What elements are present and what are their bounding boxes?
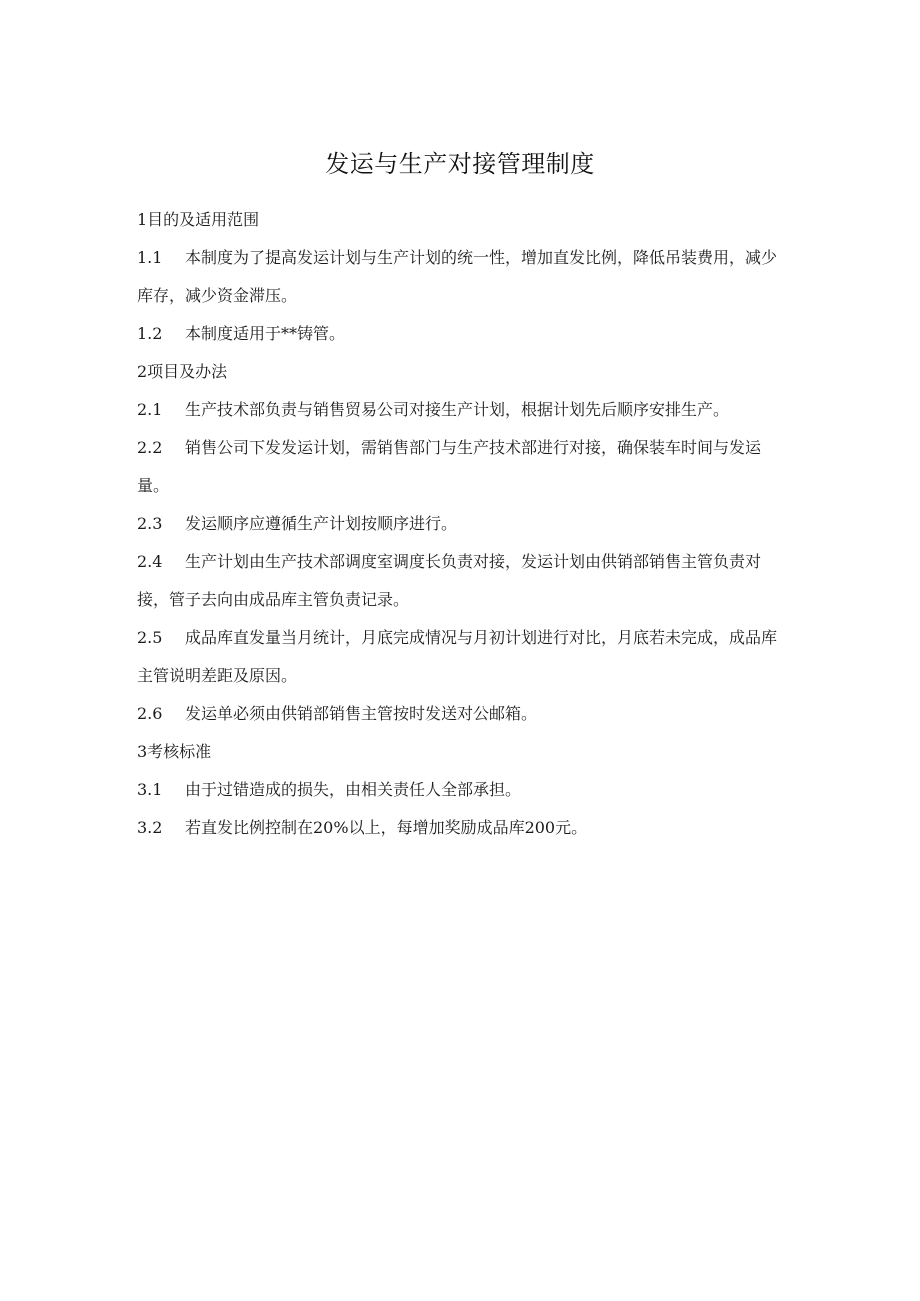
clause-1-2 bbox=[137, 315, 777, 353]
clause-text: 生产计划由生产技术部调度室调度长负责对接，发运计划由供销部销售主管负责对接，管子去向由成品库主管负责记录。 bbox=[137, 552, 762, 609]
clause-text: 发运单必须由供销部销售主管按时发送对公邮箱。 bbox=[185, 704, 538, 723]
clause-text: 生产技术部负责与销售贸易公司对接生产计划，根据计划先后顺序安排生产。 bbox=[185, 400, 730, 419]
clause-2-4 bbox=[137, 543, 777, 619]
clause-number: 2.6 bbox=[137, 704, 163, 723]
clause-number: 2.1 bbox=[137, 400, 163, 419]
clause-text: 本制度为了提高发运计划与生产计划的统一性，增加直发比例，降低吊装费用，减少库存，减少资金滞压。 bbox=[137, 248, 778, 305]
clause-1-1 bbox=[137, 239, 777, 315]
clause-number: 1.1 bbox=[137, 248, 163, 267]
section-heading-assessment: 3考核标准 bbox=[137, 742, 212, 761]
clause-number: 3.2 bbox=[137, 818, 163, 837]
clause-text: 由于过错造成的损失，由相关责任人全部承担。 bbox=[185, 780, 522, 799]
clause-number: 2.5 bbox=[137, 628, 163, 647]
document-body bbox=[137, 201, 777, 847]
section-heading-methods: 2项目及办法 bbox=[137, 362, 228, 381]
clause-3-1 bbox=[137, 771, 777, 809]
clause-2-3 bbox=[137, 505, 777, 543]
clause-3-2 bbox=[137, 809, 777, 847]
clause-number: 2.4 bbox=[137, 552, 163, 571]
document-title: 发运与生产对接管理制度 bbox=[325, 150, 595, 178]
clause-text: 销售公司下发发运计划，需销售部门与生产技术部进行对接，确保装车时间与发运量。 bbox=[137, 438, 762, 495]
section-heading-purpose: 1目的及适用范围 bbox=[137, 210, 260, 229]
clause-text: 本制度适用于**铸管。 bbox=[185, 324, 346, 343]
clause-text: 若直发比例控制在20%以上，每增加奖励成品库200元。 bbox=[185, 818, 588, 837]
clause-2-1 bbox=[137, 391, 777, 429]
clause-2-5 bbox=[137, 619, 777, 695]
clause-number: 2.2 bbox=[137, 438, 163, 457]
clause-text: 成品库直发量当月统计，月底完成情况与月初计划进行对比，月底若未完成，成品库主管说明差距及原因。 bbox=[137, 628, 778, 685]
clause-2-6 bbox=[137, 695, 777, 733]
clause-text: 发运顺序应遵循生产计划按顺序进行。 bbox=[185, 514, 458, 533]
clause-2-2 bbox=[137, 429, 777, 505]
clause-number: 2.3 bbox=[137, 514, 163, 533]
clause-number: 3.1 bbox=[137, 780, 163, 799]
clause-number: 1.2 bbox=[137, 324, 163, 343]
